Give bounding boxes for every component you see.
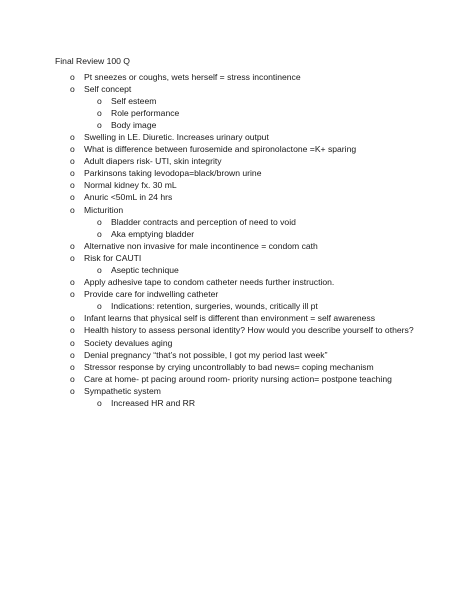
- bullet-icon: o: [70, 156, 75, 167]
- bullet-icon: o: [70, 192, 75, 203]
- list-item-text: Risk for CAUTI: [84, 252, 142, 263]
- sub-list-item: [0, 95, 474, 107]
- list-item-text: Normal kidney fx. 30 mL: [84, 180, 177, 191]
- list-item-text: What is difference between furosemide and spironolactone =K+ sparing: [84, 144, 357, 155]
- list-item: [0, 167, 474, 179]
- list-item-text: Bladder contracts and perception of need to void: [111, 216, 296, 227]
- bullet-icon: o: [70, 252, 75, 263]
- bullet-icon: o: [97, 398, 102, 409]
- list-item: [0, 179, 474, 191]
- list-item: [0, 373, 474, 385]
- list-item-text: Body image: [111, 119, 157, 130]
- bullet-icon: o: [70, 385, 75, 396]
- list-item-text: Aka emptying bladder: [111, 228, 195, 239]
- bullet-icon: o: [97, 95, 102, 106]
- list-item-text: Self concept: [84, 83, 132, 94]
- list-item: [0, 312, 474, 324]
- list-item: [0, 288, 474, 300]
- list-item-text: Infant learns that physical self is different than environment = self awareness: [84, 313, 375, 324]
- list-item: [0, 143, 474, 155]
- bullet-icon: o: [70, 168, 75, 179]
- bullet-icon: o: [97, 107, 102, 118]
- list-item-text: Aseptic technique: [111, 265, 179, 275]
- list-item: [0, 349, 474, 361]
- sub-list-item: [0, 119, 474, 131]
- bullet-icon: o: [70, 204, 75, 215]
- sub-list-item: [0, 228, 474, 240]
- list-item-text: Stressor response by crying uncontrollably to bad news= coping mechanism: [84, 361, 374, 372]
- list-item-text: Indications: retention, surgeries, wounds, critically ill pt: [111, 301, 318, 312]
- list-item-text: Provide care for indwelling catheter: [84, 289, 219, 300]
- bullet-icon: o: [70, 349, 75, 360]
- bullet-icon: o: [70, 83, 75, 94]
- bullet-icon: o: [97, 301, 102, 312]
- list-item-text: Denial pregnancy “that’s not possible, I got my period last week”: [84, 349, 328, 360]
- list-item: [0, 155, 474, 167]
- list-item: [0, 83, 474, 95]
- list-item-text: Alternative non invasive for male incontinence = condom cath: [84, 240, 318, 251]
- list-item: [0, 276, 474, 288]
- list-item-text: Society devalues aging: [84, 337, 173, 348]
- list-item-text: Sympathetic system: [84, 385, 161, 396]
- list-item: [0, 361, 474, 373]
- bullet-icon: o: [97, 228, 102, 239]
- list-item-text: Care at home- pt pacing around room- priority nursing action= postpone teaching: [84, 373, 392, 384]
- bullet-icon: o: [70, 361, 75, 372]
- list-item-text: Self esteem: [111, 95, 157, 106]
- bullet-icon: o: [70, 71, 75, 82]
- list-item-text: Parkinsons taking levodopa=black/brown urine: [84, 168, 262, 179]
- bullet-icon: o: [70, 337, 75, 348]
- bullet-icon: o: [97, 265, 102, 275]
- list-item: [0, 131, 474, 143]
- bullet-icon: o: [70, 144, 75, 155]
- list-item-text: Apply adhesive tape to condom catheter needs further instruction.: [84, 277, 335, 288]
- sub-list-item: [0, 107, 474, 119]
- list-item-text: Micturition: [84, 204, 124, 215]
- list-item: [0, 204, 474, 216]
- sub-list-item: [0, 397, 474, 409]
- bullet-list: [0, 71, 474, 410]
- list-item: [0, 71, 474, 83]
- list-item-text: Increased HR and RR: [111, 398, 196, 409]
- list-item: [0, 252, 474, 264]
- list-item-text: Adult diapers risk- UTI, skin integrity: [84, 156, 222, 167]
- list-item: [0, 385, 474, 397]
- list-item: [0, 337, 474, 349]
- bullet-icon: o: [70, 325, 75, 336]
- bullet-icon: o: [70, 373, 75, 384]
- bullet-icon: o: [70, 277, 75, 288]
- bullet-icon: o: [70, 131, 75, 142]
- sub-list-item: [0, 300, 474, 312]
- list-item: [0, 324, 474, 336]
- list-item-text: Pt sneezes or coughs, wets herself = stress incontinence: [84, 71, 301, 82]
- list-item-text: Health history to assess personal identity? How would you describe yourself to others?: [84, 325, 414, 336]
- bullet-icon: o: [70, 313, 75, 324]
- bullet-icon: o: [97, 216, 102, 227]
- sub-list-item: [0, 264, 474, 276]
- bullet-icon: o: [70, 180, 75, 191]
- list-item-text: Swelling in LE. Diuretic. Increases urinary output: [84, 131, 269, 142]
- document-title: Final Review 100 Q: [55, 56, 130, 66]
- bullet-icon: o: [70, 240, 75, 251]
- list-item: [0, 191, 474, 203]
- sub-list-item: [0, 216, 474, 228]
- list-item: [0, 240, 474, 252]
- list-item-text: Anuric <50mL in 24 hrs: [84, 192, 173, 203]
- list-item-text: Role performance: [111, 107, 180, 118]
- bullet-icon: o: [97, 119, 102, 130]
- bullet-icon: o: [70, 289, 75, 300]
